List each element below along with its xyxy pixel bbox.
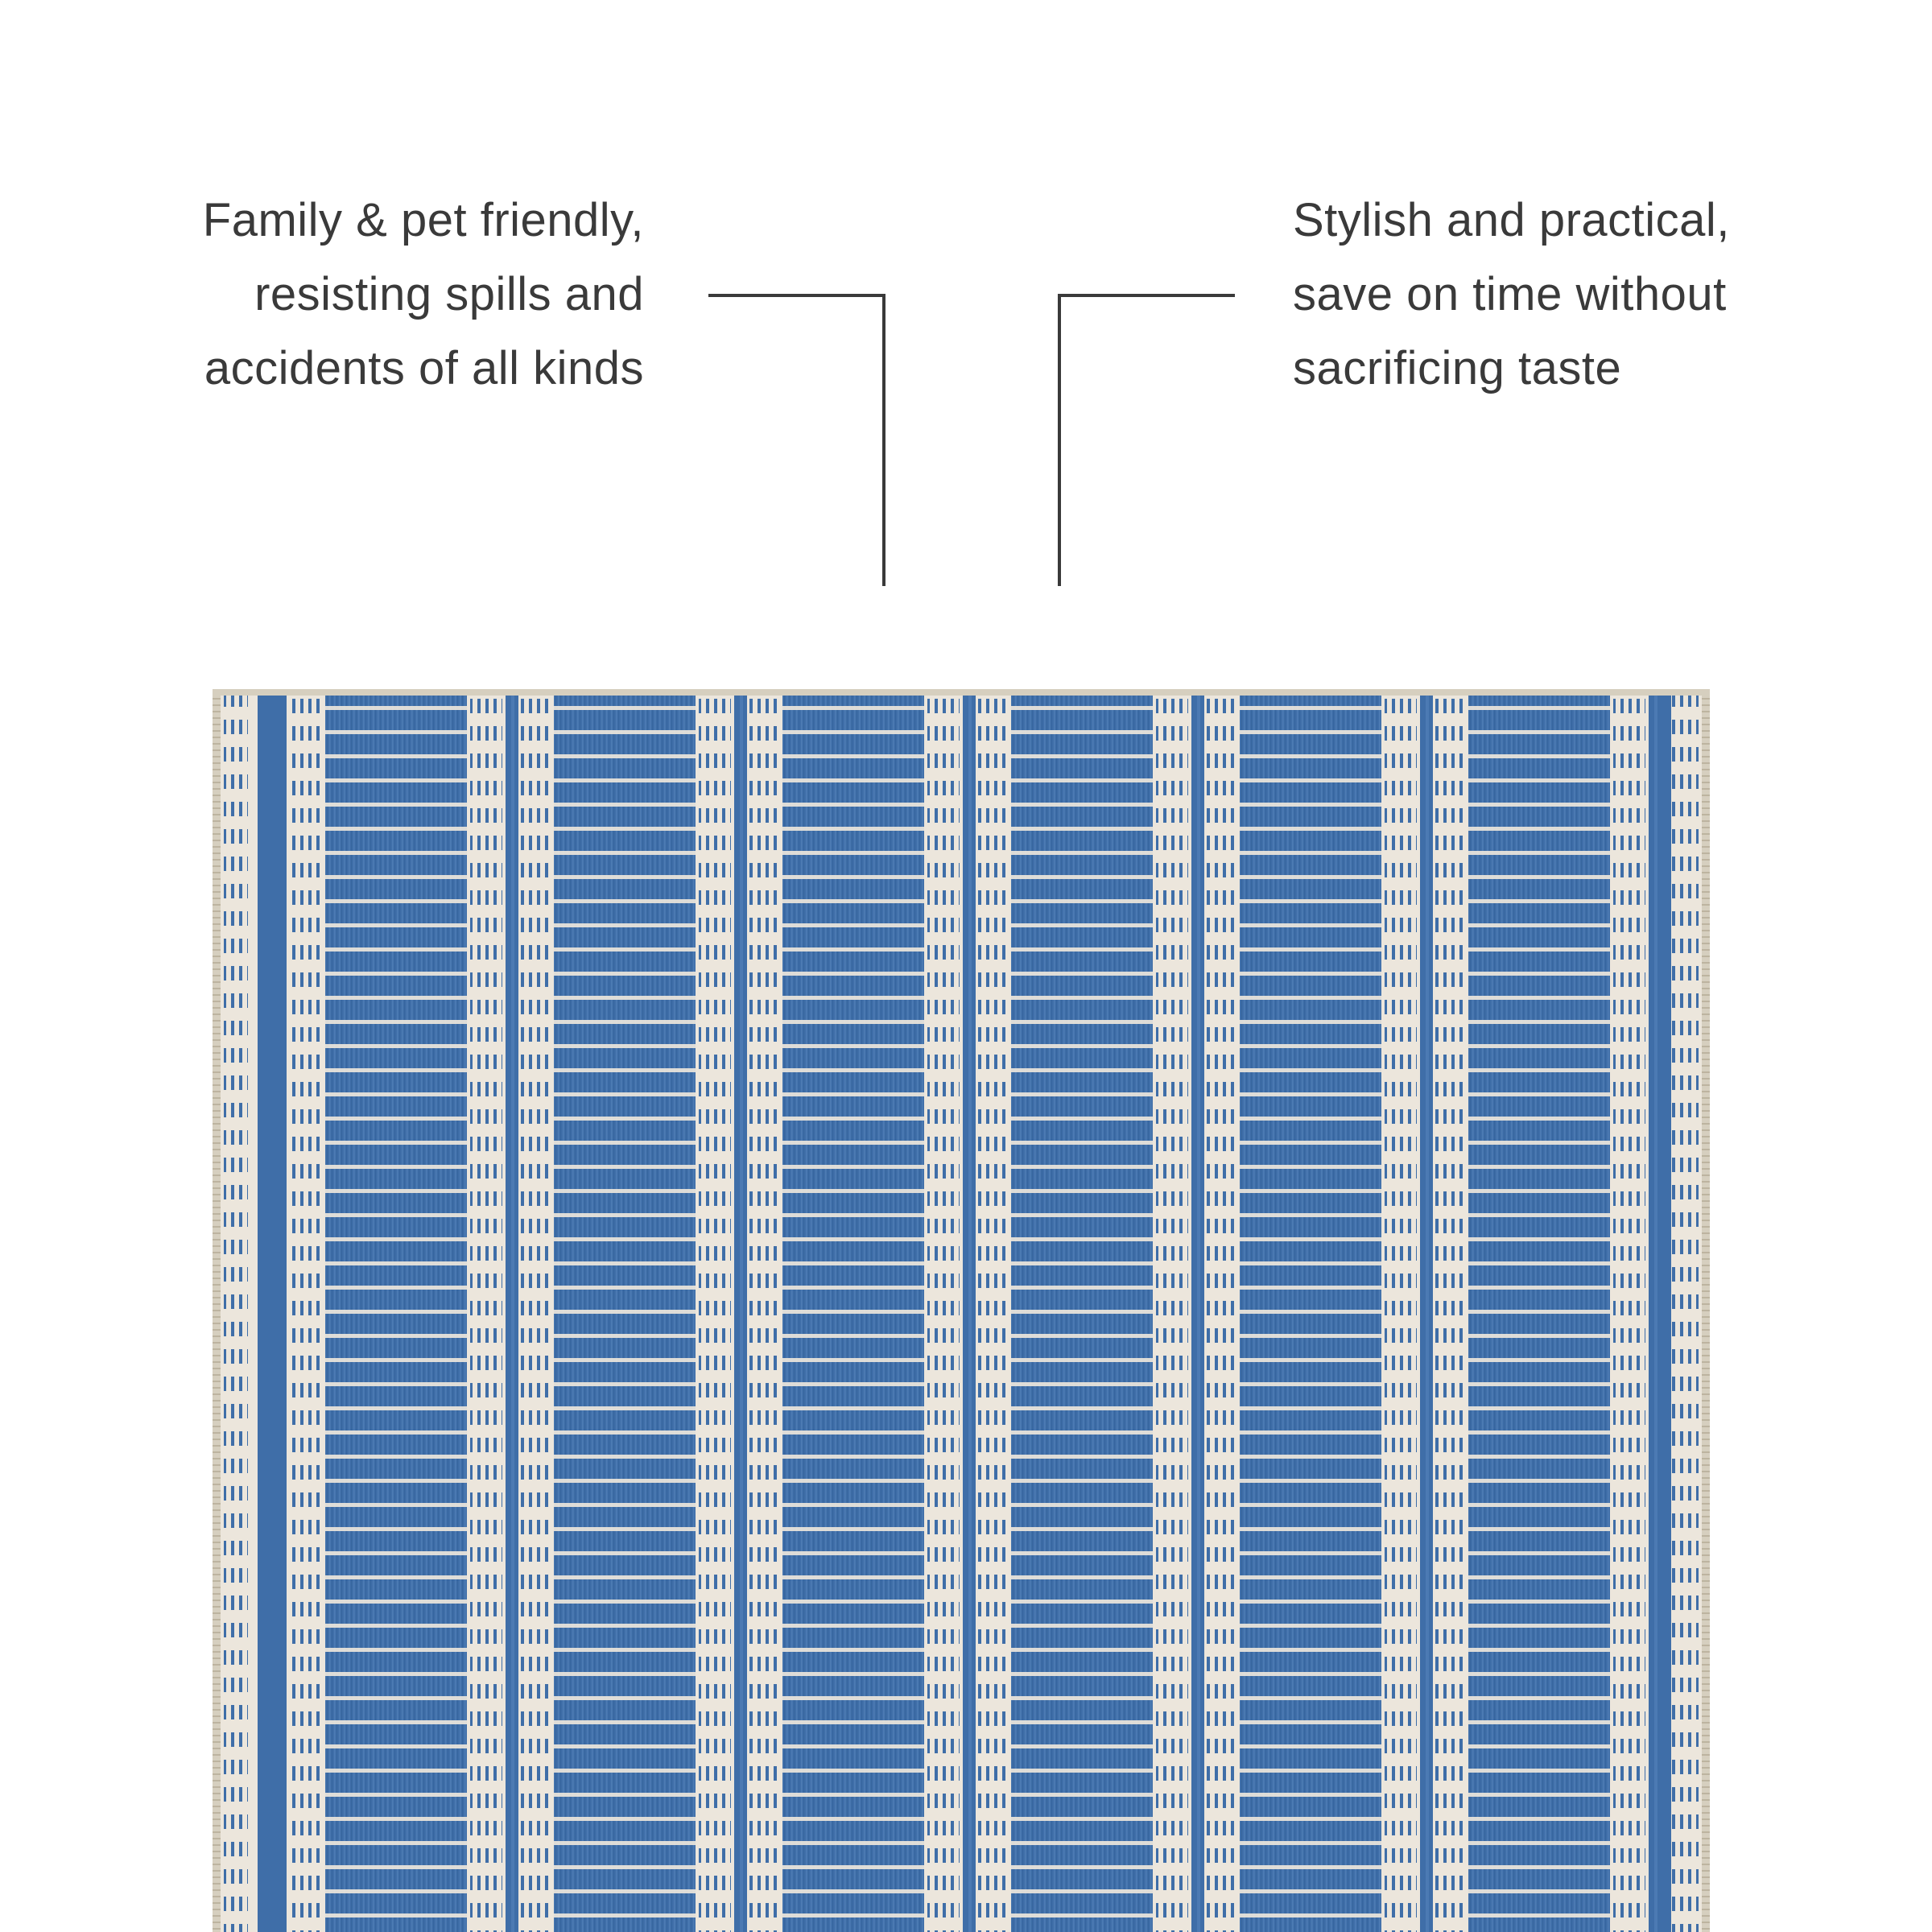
rug-border-dashes-left bbox=[224, 696, 248, 1932]
striped-rug-image bbox=[213, 689, 1710, 1932]
leader-line-right bbox=[1059, 295, 1235, 586]
feature-callout-stylish-practical bbox=[1293, 184, 1872, 406]
rug-stripe-panel bbox=[976, 696, 1216, 1932]
rug-stripe-panel bbox=[290, 696, 530, 1932]
callout-line: Family & pet friendly, bbox=[202, 194, 644, 246]
callout-line: save on time without bbox=[1293, 268, 1727, 320]
rug-blue-band bbox=[258, 696, 287, 1932]
rug-stripe-panel bbox=[1204, 696, 1444, 1932]
feature-callout-family-pet bbox=[113, 184, 644, 406]
rug-edge-left bbox=[213, 689, 221, 1932]
rug-border-dashes-right bbox=[1671, 696, 1699, 1932]
leader-line-left bbox=[708, 295, 884, 586]
callout-line: Stylish and practical, bbox=[1293, 194, 1730, 246]
rug-stripe-panel bbox=[747, 696, 987, 1932]
callout-line: resisting spills and bbox=[254, 268, 644, 320]
rug-edge-right bbox=[1702, 689, 1710, 1932]
rug-edge-top bbox=[213, 689, 1710, 696]
rug-stripe-panel bbox=[518, 696, 758, 1932]
callout-line: sacrificing taste bbox=[1293, 342, 1622, 394]
rug-stripe-panel bbox=[1433, 696, 1673, 1932]
callout-line: accidents of all kinds bbox=[204, 342, 644, 394]
